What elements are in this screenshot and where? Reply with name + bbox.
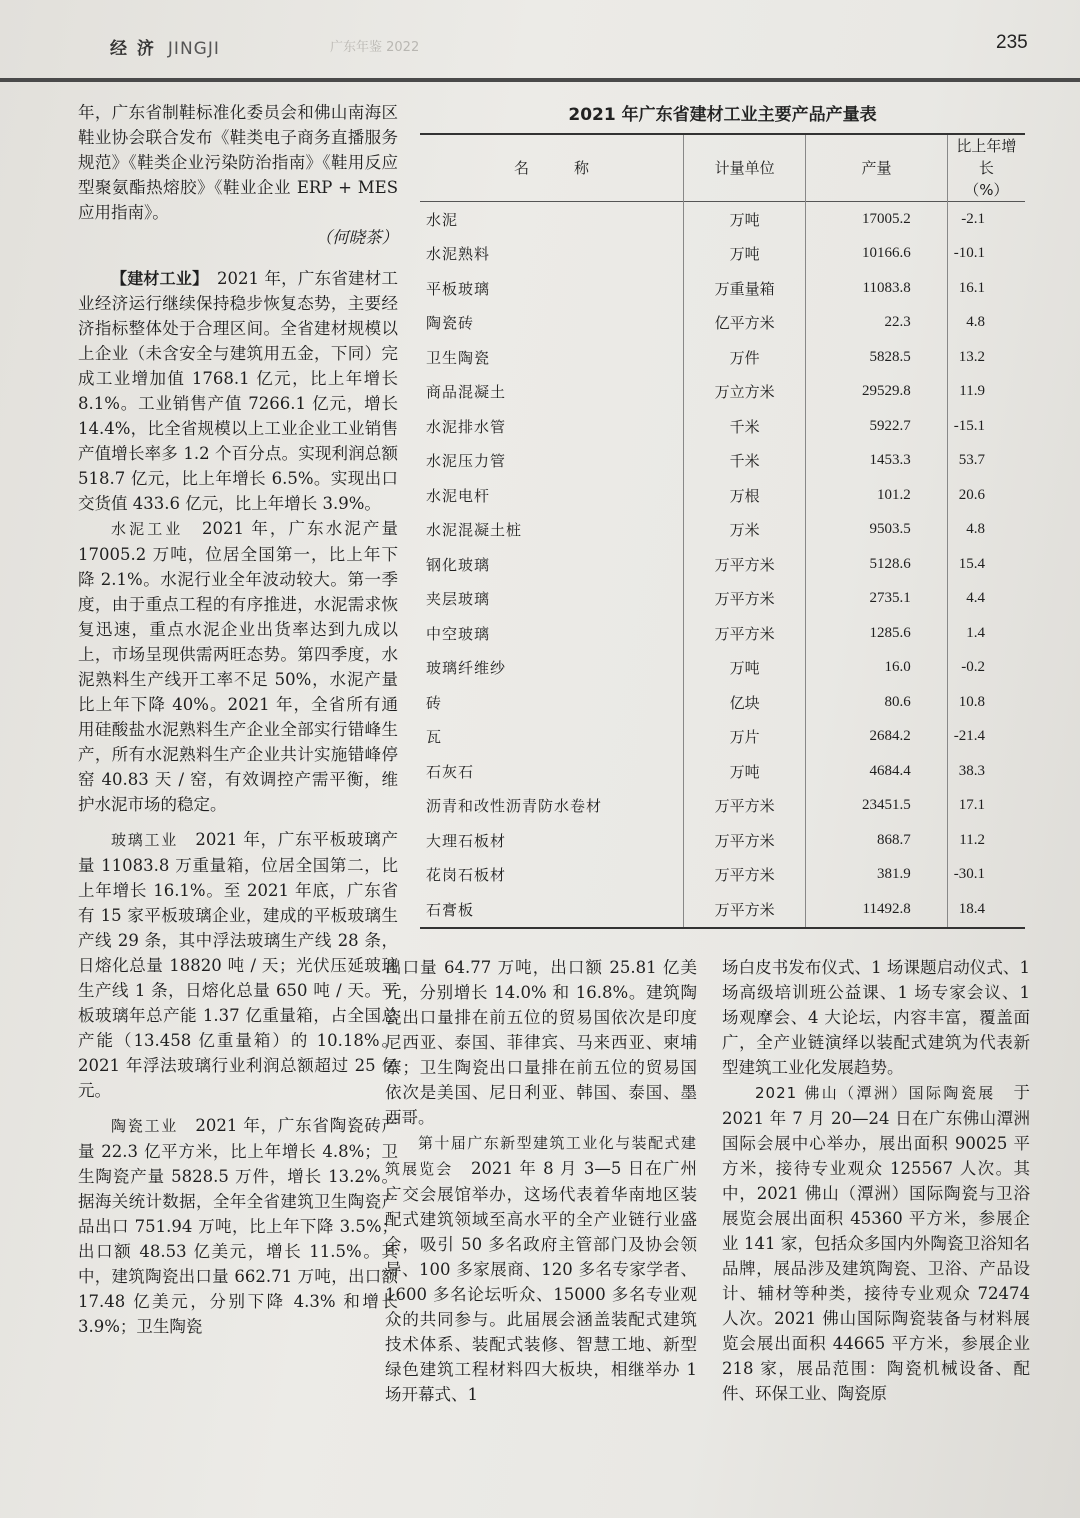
cell-unit: 万重量箱 [684,271,806,306]
cell-name: 石灰石 [426,762,475,781]
section-heading: 【建材工业】 [111,269,201,288]
cell-unit: 万吨 [684,651,806,686]
author-credit: （何晓茶） [315,228,398,247]
page-number: 235 [996,32,1028,53]
cell-qty: 11492.8 [806,892,948,928]
table-row [420,409,1025,444]
cell-qty: 101.2 [806,478,948,513]
table-row [420,685,1025,720]
cell-growth: -0.2 [947,651,1025,686]
table-row [420,823,1025,858]
header-growth-line1: 比上年增长 [956,137,1017,177]
runin-heading: 2021 佛山（潭洲）国际陶瓷展 [755,1084,996,1102]
table-row [420,237,1025,272]
cell-name: 平板玻璃 [426,279,491,298]
runin-heading: 陶瓷工业 [111,1117,179,1135]
table-row [420,271,1025,306]
cell-qty: 381.9 [806,858,948,893]
intro-paragraph: 年，广东省制鞋标准化委员会和佛山南海区鞋业协会联合发布《鞋类电子商务直播服务规范》《鞋类企业污染防治指南》《鞋用反应型聚氨酯热熔胶》《鞋业企业 ERP + MES 应用指南》。 [78,103,398,222]
cell-qty: 1453.3 [806,444,948,479]
section-title-en: JINGJI [167,39,220,59]
cell-qty: 5922.7 [806,409,948,444]
cell-growth: 10.8 [947,685,1025,720]
cell-unit: 万米 [684,513,806,548]
paragraph-text: 于 2021 年 7 月 20—24 日在广东佛山潭洲国际会展中心举办，展出面积 90025 平方米，接待专业观众 125567 人次。其中，2021 佛山（潭洲）国际陶瓷与卫浴展览会展出面积 45360 平方米，参展企业 141 家，包括众多国内外陶瓷卫浴知名品牌，展品涉及建筑陶瓷、卫浴、产品设计、辅材等种类，接待专业观众 72474 人次。2021 佛山国际陶瓷装备与材料展览会展出面积 44665 平方米，参展企业 218 家，展品范围：陶瓷机械设备、配件、环保工业、陶瓷原 [722,1083,1030,1403]
header-name: 名 称 [514,159,590,177]
cell-unit: 万平方米 [684,789,806,824]
table-row [420,892,1025,928]
cell-qty: 29529.8 [806,375,948,410]
cell-name: 花岗石板材 [426,866,507,885]
cell-growth: 38.3 [947,754,1025,789]
cell-growth: 11.2 [947,823,1025,858]
cell-unit: 千米 [684,444,806,479]
cell-name: 中空玻璃 [426,624,491,643]
expo-paragraph [385,1130,697,1407]
cell-unit: 万立方米 [684,375,806,410]
cell-growth: 15.4 [947,547,1025,582]
table-row [420,858,1025,893]
header-growth-line2: （%） [964,181,1009,199]
cell-qty: 23451.5 [806,789,948,824]
cell-growth: 16.1 [947,271,1025,306]
header-faint-text: 广东年鉴 2022 [330,40,420,55]
paragraph-text: 2021 年，广东省陶瓷砖产量 22.3 亿平方米，比上年增长 4.8%；卫生陶瓷产量 5828.5 万件，增长 13.2%。据海关统计数据，全年全省建筑卫生陶瓷产品出口 751.94 万吨，比上年下降 3.5%；出口额 48.53 亿美元，增长 11.5%。其中，建筑陶瓷出口量 662.71 万吨，出口额 17.48 亿美元，分别下降 4.3% 和增长 3.9%；卫生陶瓷 [78,1116,398,1336]
cell-name: 沥青和改性沥青防水卷材 [426,797,603,816]
cell-growth: -10.1 [947,237,1025,272]
cell-qty: 2735.1 [806,582,948,617]
cell-name: 卫生陶瓷 [426,348,491,367]
cell-growth: 13.2 [947,340,1025,375]
building-materials-paragraph [78,266,398,516]
table-row [420,547,1025,582]
cell-qty: 80.6 [806,685,948,720]
cell-name: 石膏板 [426,900,475,919]
cell-unit: 万平方米 [684,582,806,617]
cell-unit: 万吨 [684,754,806,789]
cell-name: 大理石板材 [426,831,507,850]
table-row [420,306,1025,341]
cell-qty: 16.0 [806,651,948,686]
foshan-expo-paragraph [722,1080,1030,1406]
paragraph-text: 2021 年，广东平板玻璃产量 11083.8 万重量箱，位居全国第二，比上年增长 16.1%。至 2021 年底，广东省有 15 家平板玻璃企业，建成的平板玻璃生产线 29 条，其中浮法玻璃生产线 28 条，日熔化总量 18820 吨 / 天；光伏压延玻璃生产线 1 条，日熔化总量 650 吨 / 天。平板玻璃年总产能 1.37 亿重量箱，占全国总产能（13.458 亿重量箱）的 10.18%。2021 年浮法玻璃行业利润总额超过 25 亿元。 [78,830,398,1100]
cement-paragraph [78,516,398,817]
cell-qty: 17005.2 [806,202,948,237]
cell-qty: 4684.4 [806,754,948,789]
cell-name: 水泥压力管 [426,452,507,471]
running-header [110,34,220,59]
right-column [722,955,1030,1406]
cell-growth: 20.6 [947,478,1025,513]
cell-unit: 万平方米 [684,547,806,582]
cell-qty: 868.7 [806,823,948,858]
cell-qty: 5828.5 [806,340,948,375]
runin-heading: 玻璃工业 [111,831,179,849]
cell-name: 玻璃纤维纱 [426,659,507,678]
table-row [420,720,1025,755]
table-row [420,582,1025,617]
cell-name: 水泥 [426,210,459,229]
cell-growth: 11.9 [947,375,1025,410]
table-row [420,478,1025,513]
cell-unit: 千米 [684,409,806,444]
glass-paragraph [78,827,398,1103]
runin-heading: 水泥工业 [111,520,184,538]
cell-name: 水泥排水管 [426,417,507,436]
table-row [420,340,1025,375]
cell-qty: 9503.5 [806,513,948,548]
ceramic-export-paragraph: 出口量 64.77 万吨，出口额 25.81 亿美元，分别增长 14.0% 和 16.8%。建筑陶瓷出口量排在前五位的贸易国依次是印度尼西亚、泰国、菲律宾、马来西亚、柬埔寨；卫生陶瓷出口量排在前五位的贸易国依次是美国、尼日利亚、韩国、泰国、墨西哥。 [385,958,697,1127]
cell-name: 砖 [426,693,443,712]
table-row [420,616,1025,651]
runin-heading: 第十届广东新型建筑工业化与装配式建筑展览会 [385,1134,697,1178]
cell-name: 陶瓷砖 [426,314,475,333]
table-row [420,651,1025,686]
middle-column [385,955,697,1407]
cell-unit: 万根 [684,478,806,513]
header-quantity: 产量 [806,134,948,202]
cell-unit: 万件 [684,340,806,375]
cell-unit: 万平方米 [684,858,806,893]
cell-growth: -30.1 [947,858,1025,893]
cell-growth: 4.8 [947,513,1025,548]
cell-name: 水泥混凝土桩 [426,521,523,540]
cell-qty: 10166.6 [806,237,948,272]
cell-growth: -21.4 [947,720,1025,755]
production-table-block [420,100,1025,929]
cell-unit: 亿块 [684,685,806,720]
table-row [420,513,1025,548]
cell-growth: 18.4 [947,892,1025,928]
table-row [420,789,1025,824]
cell-qty: 22.3 [806,306,948,341]
cell-growth: 4.4 [947,582,1025,617]
cell-growth: 53.7 [947,444,1025,479]
table-row [420,754,1025,789]
left-column [78,100,398,1339]
header-unit: 计量单位 [684,134,806,202]
cell-unit: 万平方米 [684,892,806,928]
cell-unit: 万平方米 [684,823,806,858]
table-header-row [420,134,1025,202]
cell-name: 水泥电杆 [426,486,491,505]
cell-qty: 5128.6 [806,547,948,582]
paragraph-text: 2021 年 8 月 3—5 日在广州广交会展馆举办，这场代表着华南地区装配式建筑领域至高水平的全产业链行业盛会，吸引 50 多名政府主管部门及协会领导、100 多家展商、120 多名专家学者、1600 多名论坛听众、15000 多名专业观众的共同参与。此届展会涵盖装配式建筑技术体系、装配式装修、智慧工地、新型绿色建筑工程材料四大板块，相继举办 1 场开幕式、1 [385,1159,697,1404]
cell-unit: 万吨 [684,237,806,272]
ceramic-paragraph [78,1113,398,1339]
paragraph-text: 2021 年，广东省建材工业经济运行继续保持稳步恢复态势，主要经济指标整体处于合理区间。全省建材规模以上企业（未含安全与建筑用五金，下同）完成工业增加值 1768.1 亿元，比上年增长 8.1%。工业销售产值 7266.1 亿元，增长 14.4%，比全省规模以上工业企业工业销售产值增长率多 1.2 个百分点。实现利润总额 518.7 亿元，比上年增长 6.5%。实现出口交货值 433.6 亿元，比上年增长 3.9%。 [78,269,398,513]
cell-growth: 4.8 [947,306,1025,341]
header-growth [947,134,1025,202]
expo-continued-paragraph: 场白皮书发布仪式、1 场课题启动仪式、1 场高级培训班公益课、1 场专家会议、1 场观摩会、4 大论坛，内容丰富，覆盖面广，全产业链演绎以装配式建筑为代表新型建筑工业化发展趋势。 [722,958,1030,1077]
cell-growth: -15.1 [947,409,1025,444]
header-rule [0,78,1080,82]
cell-unit: 亿平方米 [684,306,806,341]
cell-qty: 2684.2 [806,720,948,755]
cell-qty: 11083.8 [806,271,948,306]
cell-growth: 1.4 [947,616,1025,651]
cell-unit: 万平方米 [684,616,806,651]
table-row [420,375,1025,410]
cell-name: 瓦 [426,728,443,747]
cell-name: 钢化玻璃 [426,555,491,574]
cell-qty: 1285.6 [806,616,948,651]
paragraph-text: 2021 年，广东水泥产量 17005.2 万吨，位居全国第一，比上年下降 2.1%。水泥行业全年波动较大。第一季度，由于重点工程的有序推进，水泥需求恢复迅速，重点水泥企业出货率达到九成以上，市场呈现供需两旺态势。第四季度，水泥熟料生产线开工率不足 50%，水泥产量比上年下降 40%。2021 年，全省所有通用硅酸盐水泥熟料生产企业全部实行错峰生产，所有水泥熟料生产企业共计实施错峰停窑 40.83 天 / 窑，有效调控产需平衡，维护水泥市场的稳定。 [78,519,398,814]
section-title: 经 济 [110,39,156,59]
cell-name: 夹层玻璃 [426,590,491,609]
table-row [420,202,1025,237]
production-table [420,133,1025,929]
cell-name: 商品混凝土 [426,383,507,402]
table-title: 2021 年广东省建材工业主要产品产量表 [568,105,877,125]
cell-unit: 万吨 [684,202,806,237]
cell-name: 水泥熟料 [426,245,491,264]
cell-growth: 17.1 [947,789,1025,824]
cell-growth: -2.1 [947,202,1025,237]
cell-unit: 万片 [684,720,806,755]
table-row [420,444,1025,479]
